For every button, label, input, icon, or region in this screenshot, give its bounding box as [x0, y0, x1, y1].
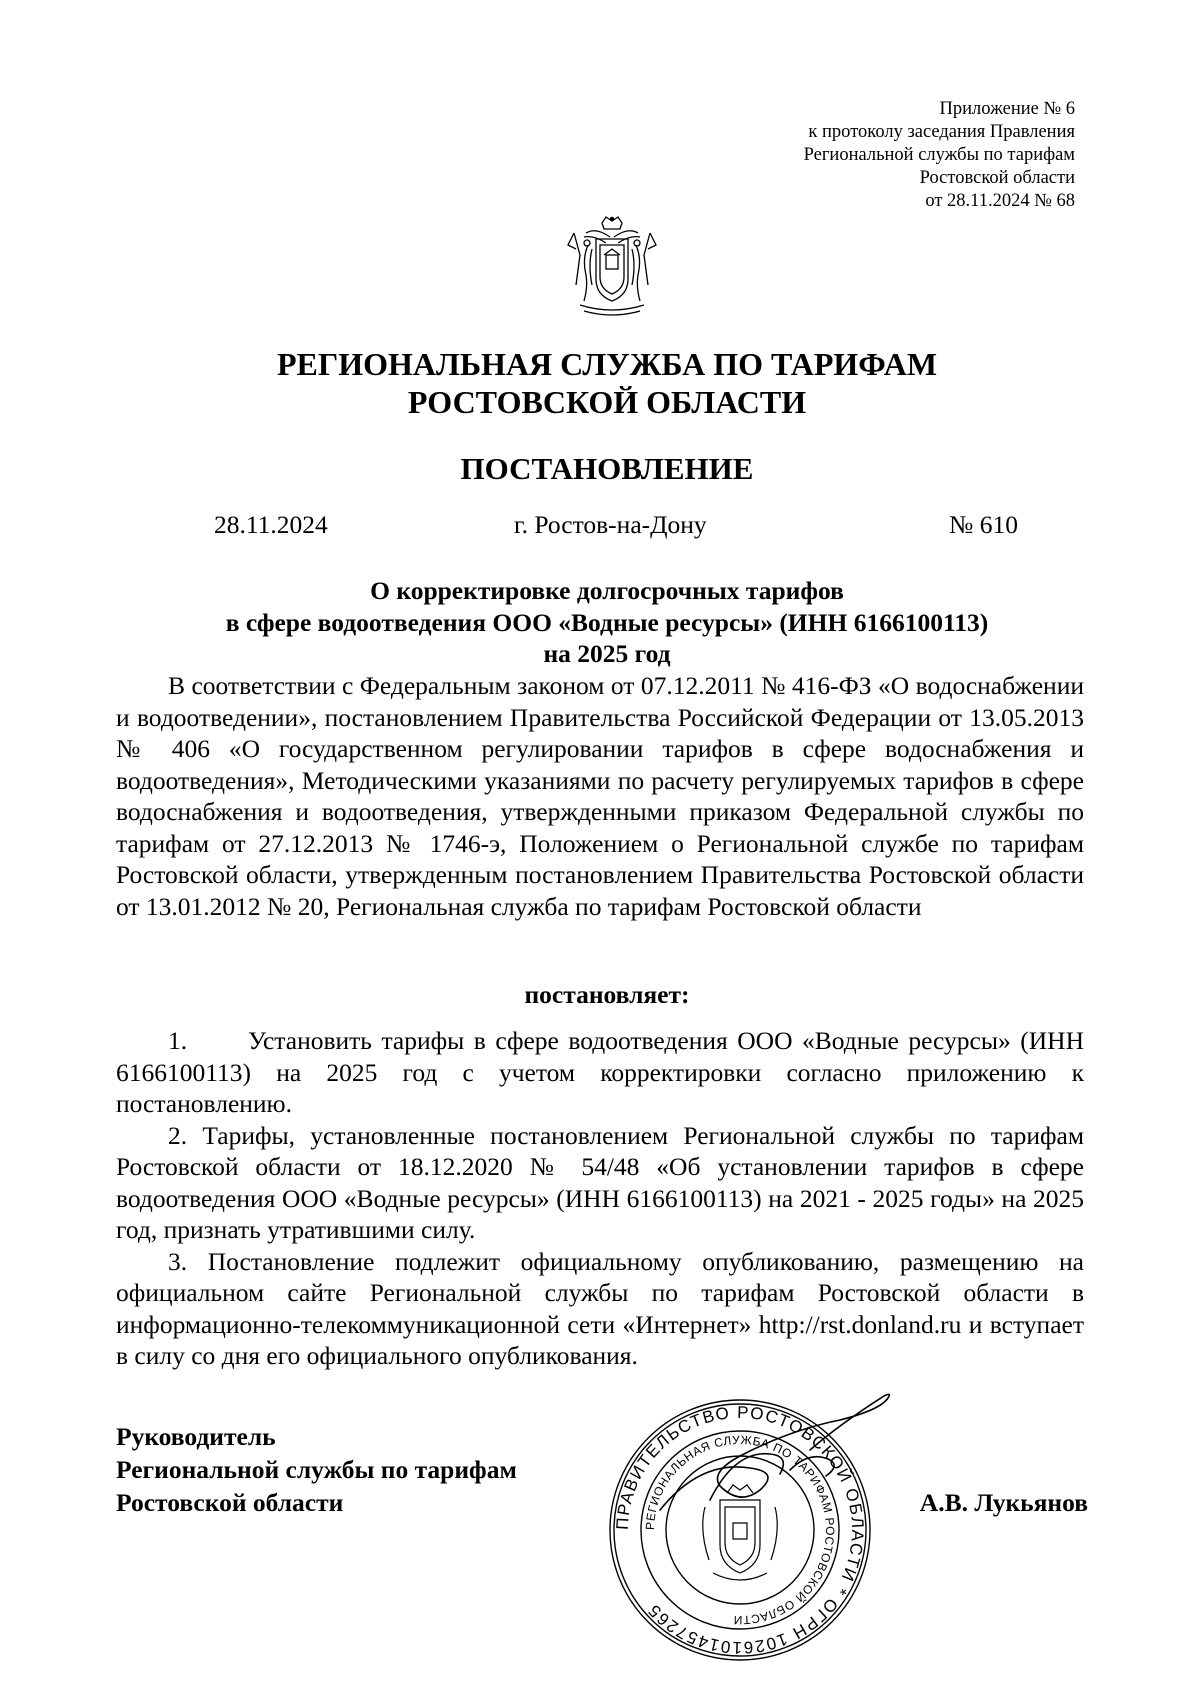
signatory-position-line: Руководитель	[116, 1422, 276, 1451]
decree-item	[116, 1120, 1084, 1246]
stamp-inner-text: РЕГИОНАЛЬНАЯ СЛУЖБА ПО ТАРИФАМ РОСТОВСКОЙ ОБЛАСТИ	[642, 1432, 838, 1628]
preamble-paragraph: В соответствии с Федеральным законом от 07.12.2011 № 416-ФЗ «О водоснабжении и водоотведении», постановлением Правительства Российской Федерации от 13.05.2013 № 406 «О государственном регулировании тарифов в сфере водоснабжения и водоотведения», Методическими указаниями по расчету регулируемых тарифов в сфере водоснабжения и водоотведения, утвержденными приказом Федеральной службы по тарифам от 27.12.2013 № 1746-э, Положением о Региональной службе по тарифам Ростовской области, утвержденным постановлением Правительства Ростовской области от 13.01.2012 № 20, Региональная служба по тарифам Ростовской области	[116, 671, 1084, 921]
organization-title-line: РОСТОВСКОЙ ОБЛАСТИ	[407, 384, 807, 420]
subject-line: в сфере водоотведения ООО «Водные ресурсы» (ИНН 6166100113)	[225, 607, 989, 637]
item-text: Установить тарифы в сфере водоотведения ООО «Водные ресурсы» (ИНН 6166100113) на 2025 год с учетом корректировки согласно приложению к постановлению.	[116, 1026, 1084, 1118]
handwritten-signature-icon	[640, 1390, 900, 1520]
appendix-line: Ростовской области	[919, 168, 1075, 188]
decree-item	[116, 1246, 1084, 1372]
appendix-line: к протоколу заседания Правления	[808, 122, 1075, 142]
signatory-position	[116, 1420, 517, 1519]
subject-line: на 2025 год	[543, 639, 671, 668]
document-subject	[0, 575, 1200, 670]
item-text: Тарифы, установленные постановлением Региональной службы по тарифам Ростовской области от 18.12.2020 № 54/48 «Об установлении тарифов в сфере водоотведения ООО «Водные ресурсы» (ИНН 6166100113) на 2021 - 2025 годы» на 2025 год, признать утратившими силу.	[116, 1120, 1085, 1244]
subject-line: О корректировке долгосрочных тарифов	[370, 576, 844, 605]
appendix-line: Региональной службы по тарифам	[803, 145, 1075, 165]
appendix-line: от 28.11.2024 № 68	[925, 191, 1075, 211]
item-number: 2.	[168, 1120, 188, 1150]
item-number: 3.	[168, 1246, 188, 1276]
stamp-outer-text: ПРАВИТЕЛЬСТВО РОСТОВСКОЙ ОБЛАСТИ * ОГРН 1026101457265	[612, 1402, 868, 1658]
signatory-position-line: Региональной службы по тарифам	[116, 1455, 517, 1484]
organization-title	[0, 345, 1200, 421]
decree-word: постановляет:	[524, 980, 690, 1009]
appendix-line: Приложение № 6	[939, 99, 1075, 119]
organization-title-line: РЕГИОНАЛЬНАЯ СЛУЖБА ПО ТАРИФАМ	[276, 346, 938, 382]
coat-of-arms-icon	[566, 215, 658, 319]
document-number: № 610	[949, 510, 1018, 539]
signatory-position-line: Ростовской области	[116, 1488, 344, 1517]
item-text: Постановление подлежит официальному опубликованию, размещению на официальном сайте Региональной службы по тарифам Ростовской области в информационно-телекоммуникационной сети «Интернет» http://rst.donland.ru и вступает в силу со дня его официального опубликования.	[116, 1246, 1084, 1370]
appendix-note	[655, 98, 1075, 213]
document-type: ПОСТАНОВЛЕНИЕ	[460, 451, 754, 486]
document-city: г. Ростов-на-Дону	[514, 510, 707, 539]
decree-item	[116, 1025, 1084, 1120]
item-number: 1.	[168, 1026, 188, 1055]
decree-items	[116, 1025, 1084, 1372]
document-date: 28.11.2024	[214, 510, 328, 539]
signatory-name: А.В. Лукьянов	[919, 1488, 1088, 1517]
